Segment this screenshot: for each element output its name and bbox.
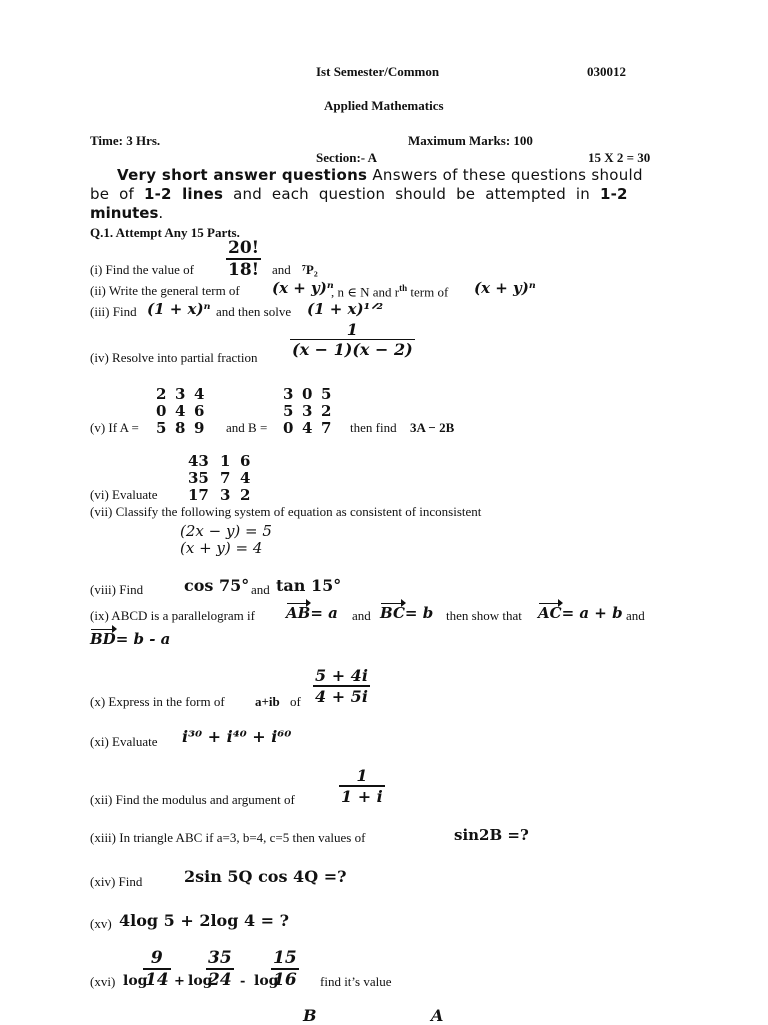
item-i-label: (i) Find the value of [90, 262, 194, 277]
item-iii-expr2: (1 + x)¹ᐟ² [307, 300, 384, 318]
item-iii-label: (iii) Find [90, 304, 137, 319]
item-ii-mid [331, 283, 448, 300]
item-vii-eq2: (x + y) = 4 [180, 539, 263, 557]
item-iii-expr: (1 + x)ⁿ [147, 300, 211, 318]
item-ii-expr2: (x + y)ⁿ [474, 279, 536, 297]
bottom-b: B [303, 1006, 317, 1025]
item-viii-expr1: cos 75° [184, 576, 250, 595]
matrix-a [156, 386, 204, 437]
item-x-numerator: 5 + 4i [315, 666, 368, 685]
item-xi-label: (xi) Evaluate [90, 734, 158, 749]
item-ix-eq3 [538, 604, 623, 622]
matrix-cell: 3 [283, 385, 294, 403]
item-ii-expr: (x + y)ⁿ [272, 279, 334, 297]
log-text: log [254, 973, 279, 989]
question-heading: Q.1. Attempt Any 15 Parts. [90, 225, 240, 240]
item-iii-mid: and then solve [216, 304, 292, 319]
matrix-cell: 6 [240, 452, 251, 470]
log-text: log [188, 973, 213, 989]
matrix-cell: 4 [302, 419, 313, 437]
item-xvi-fraction-2 [206, 948, 234, 990]
item-v-tail: then find [350, 420, 397, 435]
item-xv-expr: 4log 5 + 2log 4 = ? [119, 911, 290, 930]
section-label: Section:- A [316, 150, 378, 165]
item-v-and: and B = [226, 420, 268, 435]
item-xvi-num-3: 15 [273, 948, 297, 968]
matrix-cell: 35 [188, 469, 209, 487]
item-ii-label: (ii) Write the general term of [90, 283, 240, 298]
item-xii-fraction [339, 766, 385, 806]
item-x-fraction [313, 666, 370, 706]
item-i-denominator: 18! [228, 260, 260, 280]
item-xvi-fraction-1 [143, 948, 171, 990]
vector-bc: BC [380, 604, 405, 622]
item-ix-eq1-rhs: = a [310, 604, 338, 622]
item-ix-then: then show that [446, 608, 522, 623]
section-marks: 15 X 2 = 30 [588, 150, 651, 165]
item-iv-label: (iv) Resolve into partial fraction [90, 350, 258, 365]
intro-line-1 [117, 166, 643, 184]
matrix-cell: 5 [283, 402, 294, 420]
matrix-b-row [283, 403, 331, 420]
item-xii-numerator: 1 [356, 766, 368, 785]
log-text: log [123, 973, 148, 989]
matrix-cell: 3 [302, 402, 313, 420]
matrix-cell: 0 [283, 419, 294, 437]
matrix-cell: 6 [194, 402, 205, 420]
item-i-perm: ⁷P₂ [302, 262, 318, 277]
determinant-row [188, 453, 250, 470]
item-xvi-fraction-3 [271, 948, 299, 990]
intro-line-2 [90, 185, 628, 203]
matrix-cell: 17 [188, 486, 209, 504]
item-vi-label: (vi) Evaluate [90, 487, 158, 502]
item-iv-denominator: (x − 1)(x − 2) [292, 340, 413, 359]
item-ix-and: and [352, 608, 371, 623]
vector-ab: AB [286, 604, 311, 622]
item-viii-label: (viii) Find [90, 582, 144, 597]
matrix-cell: 5 [321, 385, 332, 403]
item-v-label: (v) If A = [90, 420, 139, 435]
item-xvi-den-2: 24 [208, 970, 232, 990]
item-x-denominator: 4 + 5i [315, 687, 368, 706]
matrix-cell: 1 [220, 452, 231, 470]
item-ii-mid-text: , n ∈ N and r [331, 284, 400, 300]
matrix-cell: 4 [240, 469, 251, 487]
matrix-cell: 2 [156, 385, 167, 403]
item-i-fraction [226, 238, 261, 280]
intro-bold: Very short answer questions [117, 166, 368, 184]
item-xiii-label: (xiii) In triangle ABC if a=3, b=4, c=5 then values of [90, 830, 366, 845]
matrix-b-row [283, 420, 331, 437]
item-ii-tail: term of [407, 284, 449, 300]
item-xvi-tail: find it’s value [320, 974, 392, 989]
item-ix-eq1 [286, 604, 338, 622]
matrix-a-row [156, 386, 204, 403]
item-iv-numerator: 1 [346, 320, 358, 339]
item-viii-and: and [251, 582, 270, 597]
determinant [188, 453, 250, 504]
item-ix-eq2 [380, 604, 433, 622]
matrix-b-row [283, 386, 331, 403]
matrix-cell: 3 [220, 486, 231, 504]
subject-title: Applied Mathematics [324, 98, 444, 113]
item-xiv-expr: 2sin 5Q cos 4Q =? [184, 867, 347, 886]
matrix-b [283, 386, 331, 437]
vector-ac: AC [538, 604, 562, 622]
item-vii-label: (vii) Classify the following system of equation as consistent of inconsistent [90, 504, 482, 519]
intro-lines-bold: 1-2 lines [143, 185, 224, 203]
matrix-cell: 5 [156, 419, 167, 437]
matrix-cell: 0 [156, 402, 167, 420]
matrix-cell: 0 [302, 385, 313, 403]
matrix-cell: 43 [188, 452, 209, 470]
item-x-of: of [290, 694, 301, 709]
minus-sign: - [240, 974, 246, 989]
item-x-form: a+ib [255, 694, 280, 709]
intro-minutes-bold: 1-2 [599, 185, 628, 203]
plus-sign: + [174, 974, 185, 989]
item-xii-label: (xii) Find the modulus and argument of [90, 792, 295, 807]
item-viii-expr2: tan 15° [276, 576, 342, 595]
matrix-cell: 2 [321, 402, 332, 420]
intro-period: . [158, 204, 164, 222]
item-ix-eq4-rhs: = b - a [115, 630, 171, 648]
item-xvi-num-1: 9 [150, 948, 163, 968]
matrix-cell: 9 [194, 419, 205, 437]
semester-label: Ist Semester/Common [316, 64, 440, 79]
item-x-label: (x) Express in the form of [90, 694, 225, 709]
item-xvi-den-3: 16 [273, 970, 297, 990]
item-ii-sup: th [399, 283, 408, 293]
item-ix-eq4 [90, 630, 170, 648]
item-ix-and2: and [626, 608, 645, 623]
matrix-cell: 4 [194, 385, 205, 403]
intro-minutes-word: minutes [90, 204, 159, 222]
item-xii-denominator: 1 + i [341, 787, 383, 806]
matrix-cell: 7 [220, 469, 231, 487]
item-i-numerator: 20! [228, 238, 260, 258]
matrix-cell: 3 [175, 385, 186, 403]
determinant-row [188, 470, 250, 487]
item-xi-expr: i³⁰ + i⁴⁰ + i⁶⁰ [182, 727, 292, 746]
determinant-row [188, 487, 250, 504]
item-xv-label: (xv) [90, 916, 112, 931]
item-vii-eq1: (2x − y) = 5 [180, 522, 272, 540]
matrix-a-row [156, 403, 204, 420]
matrix-cell: 8 [175, 419, 186, 437]
item-xiii-expr: sin2B =? [454, 826, 529, 844]
intro-text-c: and each question should be attempted in [223, 185, 600, 203]
matrix-cell: 2 [240, 486, 251, 504]
bottom-a: A [431, 1006, 444, 1025]
intro-text-a: be of [90, 185, 144, 203]
matrix-cell: 4 [175, 402, 186, 420]
subject-code: 030012 [587, 64, 626, 79]
maximum-marks: Maximum Marks: 100 [408, 133, 533, 148]
intro-line-3 [90, 204, 163, 222]
item-ix-eq2-rhs: = b [404, 604, 434, 622]
item-xvi-den-1: 14 [145, 970, 169, 990]
vector-bd: BD [90, 630, 116, 648]
item-xiv-label: (xiv) Find [90, 874, 143, 889]
matrix-a-row [156, 420, 204, 437]
item-i-and: and [272, 262, 291, 277]
exam-time: Time: 3 Hrs. [90, 133, 161, 148]
item-v-find: 3A − 2B [410, 420, 455, 435]
item-iv-fraction [290, 320, 415, 359]
item-xvi-num-2: 35 [208, 948, 232, 968]
item-ix-label: (ix) ABCD is a parallelogram if [90, 608, 255, 623]
matrix-cell: 7 [321, 419, 332, 437]
item-ix-eq3-rhs: = a + b [561, 604, 623, 622]
item-xvi-label: (xvi) [90, 974, 116, 989]
intro-text: Answers of these questions should [367, 166, 643, 184]
